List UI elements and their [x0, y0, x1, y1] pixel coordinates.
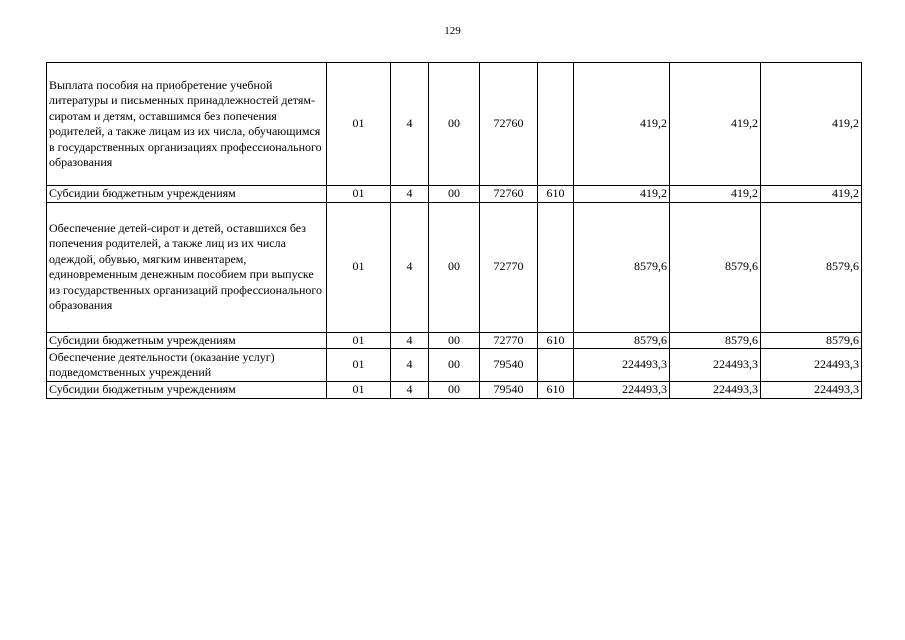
row-name: Выплата пособия на приобретение учебной литературы и письменных принадлежностей детям-сиротам и детям, оставшимся без попечения родителей, а также лицам из их числа, обучающимся в государственных организациях профессионального образования: [47, 63, 327, 186]
target-code: 72770: [480, 332, 538, 349]
program-code: 00: [429, 332, 480, 349]
subsection-code: 4: [391, 349, 429, 382]
subsection-code: 4: [391, 186, 429, 203]
section-code: 01: [327, 186, 391, 203]
expense-type-code: [538, 202, 574, 332]
expense-type-code: 610: [538, 186, 574, 203]
program-code: 00: [429, 202, 480, 332]
target-code: 72760: [480, 63, 538, 186]
table-row: [47, 202, 862, 332]
subsection-code: 4: [391, 202, 429, 332]
amount-2: 419,2: [670, 186, 761, 203]
amount-2: 224493,3: [670, 382, 761, 399]
amount-1: 419,2: [574, 186, 670, 203]
target-code: 79540: [480, 349, 538, 382]
amount-1: 419,2: [574, 63, 670, 186]
section-code: 01: [327, 63, 391, 186]
target-code: 72770: [480, 202, 538, 332]
program-code: 00: [429, 382, 480, 399]
amount-3: 8579,6: [761, 332, 862, 349]
amount-2: 224493,3: [670, 349, 761, 382]
expense-type-code: [538, 349, 574, 382]
program-code: 00: [429, 63, 480, 186]
expense-type-code: 610: [538, 332, 574, 349]
amount-1: 8579,6: [574, 332, 670, 349]
amount-2: 419,2: [670, 63, 761, 186]
amount-1: 224493,3: [574, 382, 670, 399]
row-name: Субсидии бюджетным учреждениям: [47, 186, 327, 203]
amount-3: 224493,3: [761, 382, 862, 399]
amount-1: 224493,3: [574, 349, 670, 382]
target-code: 79540: [480, 382, 538, 399]
budget-table: [46, 62, 862, 399]
table-row: [47, 382, 862, 399]
row-name: Обеспечение деятельности (оказание услуг) подведомственных учреждений: [47, 349, 327, 382]
row-name: Субсидии бюджетным учреждениям: [47, 382, 327, 399]
program-code: 00: [429, 186, 480, 203]
amount-1: 8579,6: [574, 202, 670, 332]
row-name: Субсидии бюджетным учреждениям: [47, 332, 327, 349]
amount-2: 8579,6: [670, 332, 761, 349]
expense-type-code: 610: [538, 382, 574, 399]
amount-3: 8579,6: [761, 202, 862, 332]
table-row: [47, 349, 862, 382]
expense-type-code: [538, 63, 574, 186]
section-code: 01: [327, 332, 391, 349]
table-row: [47, 332, 862, 349]
section-code: 01: [327, 202, 391, 332]
amount-3: 419,2: [761, 186, 862, 203]
program-code: 00: [429, 349, 480, 382]
table-row: [47, 186, 862, 203]
row-name: Обеспечение детей-сирот и детей, оставшихся без попечения родителей, а также лиц из их числа одеждой, обувью, мягким инвентарем, единовременным денежным пособием при выпуске из государственных организаций профессионального образования: [47, 202, 327, 332]
subsection-code: 4: [391, 332, 429, 349]
subsection-code: 4: [391, 382, 429, 399]
table-row: [47, 63, 862, 186]
section-code: 01: [327, 349, 391, 382]
page-number: 129: [444, 25, 461, 37]
amount-2: 8579,6: [670, 202, 761, 332]
subsection-code: 4: [391, 63, 429, 186]
target-code: 72760: [480, 186, 538, 203]
amount-3: 224493,3: [761, 349, 862, 382]
section-code: 01: [327, 382, 391, 399]
amount-3: 419,2: [761, 63, 862, 186]
